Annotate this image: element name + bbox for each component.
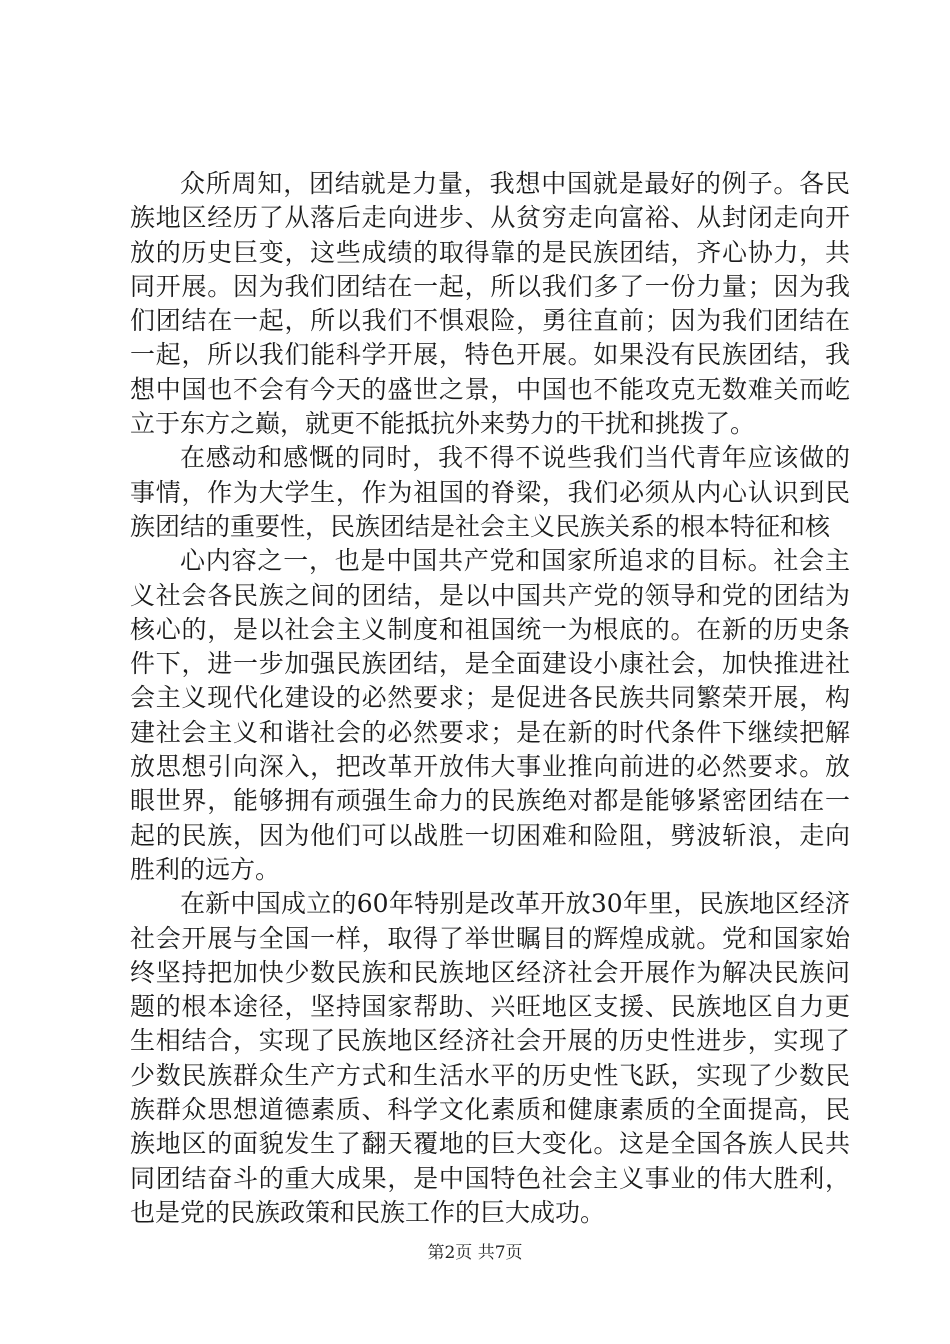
paragraph-3: 心内容之一，也是中国共产党和国家所追求的目标。社会主义社会各民族之间的团结，是以中国共产党的领导和党的团结为核心的，是以社会主义制度和祖国统一为根底的。在新的历史条件下，进一步加强民族团结，是全面建设小康社会，加快推进社会主义现代化建设的必然要求；是促进各民族共同繁荣开展，构建社会主义和谐社会的必然要求；是在新的时代条件下继续把解放思想引向深入，把改革开放伟大事业推向前进的必然要求。放眼世界，能够拥有顽强生命力的民族绝对都是能够紧密团结在一起的民族，因为他们可以战胜一切困难和险阻，劈波斩浪，走向胜利的远方。 (130, 546, 850, 884)
body-text (130, 167, 850, 1230)
paragraph-4: 在新中国成立的60年特别是改革开放30年里，民族地区经济社会开展与全国一样，取得了举世瞩目的辉煌成就。党和国家始终坚持把加快少数民族和民族地区经济社会开展作为解决民族问题的根本途径，坚持国家帮助、兴旺地区支援、民族地区自力更生相结合，实现了民族地区经济社会开展的历史性进步，实现了少数民族群众生产方式和生活水平的历史性飞跃，实现了少数民族群众思想道德素质、科学文化素质和健康素质的全面提高，民族地区的面貌发生了翻天覆地的巨大变化。这是全国各族人民共同团结奋斗的重大成果，是中国特色社会主义事业的伟大胜利，也是党的民族政策和民族工作的巨大成功。 (130, 889, 850, 1227)
page-number-footer: 第2页 共7页 (427, 1243, 523, 1263)
paragraph-2: 在感动和感慨的同时，我不得不说些我们当代青年应该做的事情，作为大学生，作为祖国的脊梁，我们必须从内心认识到民族团结的重要性，民族团结是社会主义民族关系的根本特征和核 (130, 443, 850, 541)
paragraph-1: 众所周知，团结就是力量，我想中国就是最好的例子。各民族地区经历了从落后走向进步、从贫穷走向富裕、从封闭走向开放的历史巨变，这些成绩的取得靠的是民族团结，齐心协力，共同开展。因为我们团结在一起，所以我们多了一份力量；因为我们团结在一起，所以我们不惧艰险，勇往直前；因为我们团结在一起，所以我们能科学开展，特色开展。如果没有民族团结，我想中国也不会有今天的盛世之景，中国也不能攻克无数难关而屹立于东方之巅，就更不能抵抗外来势力的干扰和挑拨了。 (130, 169, 850, 439)
